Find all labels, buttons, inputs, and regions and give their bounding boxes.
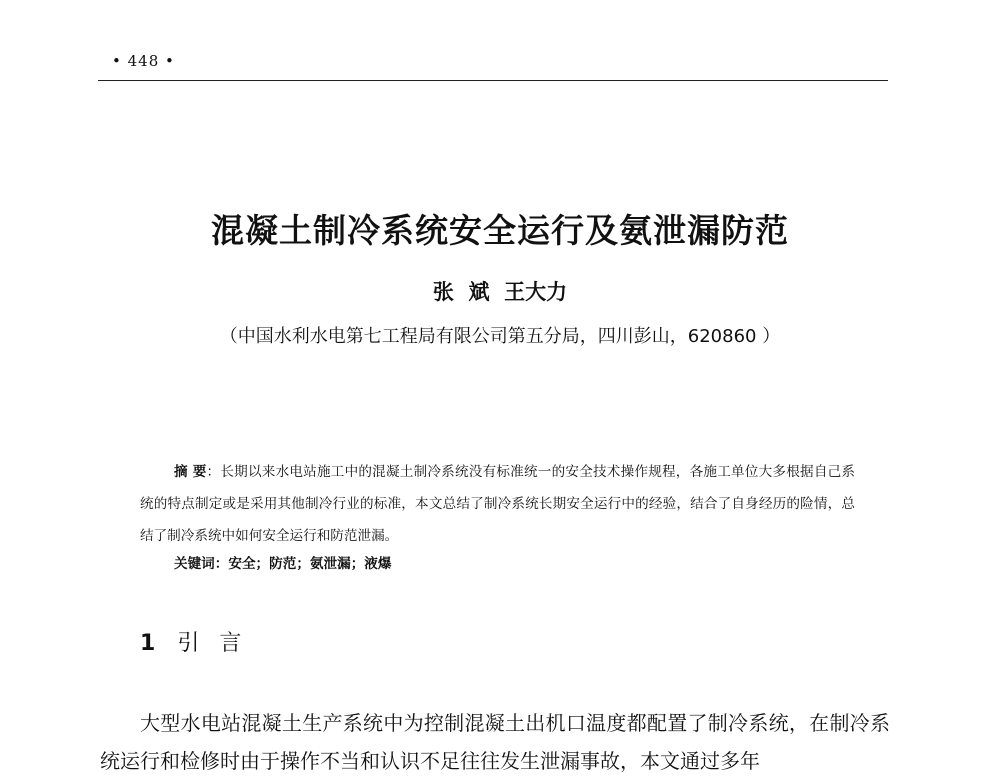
article-authors: 张 斌 王大力	[432, 280, 568, 304]
section-title: 引言	[177, 631, 262, 656]
page-number: • 448 •	[112, 52, 175, 70]
body-paragraph: 大型水电站混凝土生产系统中为控制混凝土出机口温度都配置了制冷系统，在制冷系统运行和检修时由于操作不当和认识不足往往发生泄漏事故，本文通过多年	[100, 711, 890, 773]
keywords	[174, 552, 392, 572]
section-heading	[140, 626, 261, 657]
abstract-text: 长期以来水电站施工中的混凝土制冷系统没有标准统一的安全技术操作规程，各施工单位大多根据自己系统的特点制定或是采用其他制冷行业的标准，本文总结了制冷系统长期安全运行中的经验，结合了自身经历的险情，总结了制冷系统中如何安全运行和防范泄漏。	[140, 464, 856, 544]
section-number: 1	[140, 631, 156, 656]
article-affiliation: （中国水利水电第七工程局有限公司第五分局，四川彭山，620860 ）	[219, 326, 781, 347]
keywords-label: 关键词	[174, 556, 215, 572]
keywords-separator: ：	[214, 556, 229, 572]
abstract-label: 摘 要	[174, 464, 207, 480]
article-title: 混凝土制冷系统安全运行及氨泄漏防范	[211, 211, 789, 250]
keywords-text: 安全；防范；氨泄漏；液爆	[228, 556, 392, 572]
abstract	[140, 456, 855, 552]
abstract-separator: ：	[206, 464, 221, 480]
header-rule	[98, 80, 888, 81]
